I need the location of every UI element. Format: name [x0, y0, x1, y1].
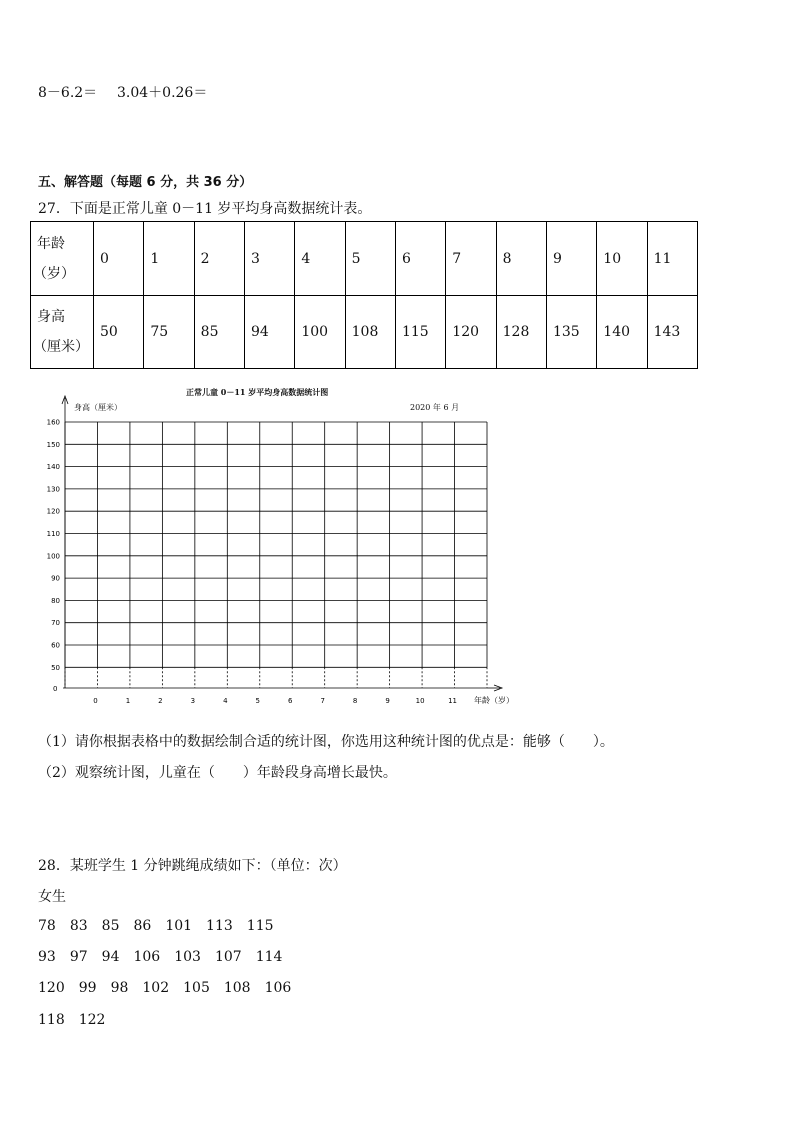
score-value: 118 [38, 1012, 65, 1028]
height-cell: 120 [446, 296, 496, 369]
x-tick-label: 2 [158, 697, 163, 705]
x-tick-label: 0 [93, 697, 98, 705]
score-value: 108 [223, 980, 251, 996]
q28-stem: 28．某班学生 1 分钟跳绳成绩如下：（单位：次） [38, 858, 347, 874]
y-tick-label: 110 [46, 530, 60, 538]
x-tick-label: 9 [385, 697, 390, 705]
q28-group-label: 女生 [38, 889, 66, 905]
age-header-line1: 年龄 [37, 235, 65, 252]
height-cell: 50 [94, 296, 144, 369]
age-cell: 8 [496, 222, 546, 296]
x-tick-label: 11 [448, 697, 457, 705]
q27-stem: 27．下面是正常儿童 0－11 岁平均身高数据统计表。 [38, 201, 372, 217]
score-value: 115 [246, 918, 274, 934]
age-cell: 0 [94, 222, 144, 296]
height-cell: 100 [295, 296, 345, 369]
height-cell: 140 [597, 296, 647, 369]
calc-expression-1: 8－6.2＝ [38, 85, 98, 101]
score-value: 78 [38, 918, 56, 934]
q28-score-row [38, 918, 288, 934]
score-value: 86 [133, 918, 152, 934]
x-tick-labels [93, 697, 457, 705]
score-value: 83 [69, 918, 88, 934]
age-cell: 11 [647, 222, 697, 296]
score-value: 93 [38, 949, 56, 965]
height-cell: 135 [546, 296, 596, 369]
x-tick-label: 4 [223, 697, 228, 705]
y-tick-label: 120 [46, 507, 60, 516]
score-value: 102 [142, 980, 170, 996]
y-tick-label: 50 [51, 663, 60, 672]
x-tick-label: 10 [415, 697, 425, 705]
x-tick-label: 8 [352, 697, 358, 705]
score-value: 107 [214, 949, 242, 965]
score-value: 105 [183, 980, 210, 996]
score-value: 101 [165, 918, 193, 934]
x-tick-label: 1 [125, 697, 131, 705]
section-title: 五、解答题（每题 6 分，共 36 分） [38, 175, 253, 190]
score-value: 103 [174, 949, 201, 965]
y-tick-label: 100 [46, 552, 60, 561]
score-value: 94 [101, 949, 120, 965]
height-cell: 143 [647, 296, 697, 369]
q28-score-row [38, 1012, 119, 1028]
height-header-line1: 身高 [37, 309, 65, 325]
y-tick-labels [47, 419, 60, 672]
score-value: 114 [255, 949, 283, 965]
origin-label: 0 [53, 685, 58, 693]
q27-sub2: （2）观察统计图，儿童在（ ）年龄段身高增长最快。 [38, 765, 397, 781]
y-tick-label: 80 [51, 596, 60, 605]
score-value: 85 [101, 918, 120, 934]
height-cell: 128 [496, 296, 546, 369]
score-value: 106 [133, 949, 161, 965]
age-cell: 6 [395, 222, 445, 296]
score-value: 113 [206, 918, 233, 934]
y-tick-label: 70 [51, 619, 60, 628]
score-value: 99 [78, 980, 97, 996]
chart-date: 2020 年 6 月 [410, 403, 460, 412]
x-tick-label: 6 [287, 697, 293, 705]
x-tick-label: 3 [190, 697, 196, 705]
x-tick-label: 5 [255, 697, 261, 705]
x-axis-label: 年龄（岁） [474, 696, 514, 705]
height-cell: 85 [194, 296, 244, 369]
age-cell: 7 [446, 222, 496, 296]
age-cell: 10 [597, 222, 647, 296]
height-cell: 75 [144, 296, 194, 369]
age-cell: 2 [194, 222, 244, 296]
height-cell: 108 [345, 296, 395, 369]
y-axis-label: 身高（厘米） [74, 403, 122, 412]
score-value: 97 [69, 949, 88, 965]
score-value: 106 [264, 980, 292, 996]
height-header-line2: （厘米） [33, 339, 89, 355]
height-cell: 94 [244, 296, 294, 369]
age-cell: 3 [244, 222, 294, 296]
x-tick-label: 7 [320, 697, 325, 705]
calc-expression-2: 3.04＋0.26＝ [117, 85, 208, 101]
y-tick-label: 90 [51, 574, 60, 583]
q28-score-row [38, 980, 305, 996]
score-value: 98 [110, 980, 129, 996]
q27-sub1: （1）请你根据表格中的数据绘制合适的统计图，你选用这种统计图的优点是：能够（ ）。 [38, 734, 614, 750]
score-value: 122 [78, 1012, 106, 1028]
y-tick-label: 130 [46, 485, 60, 494]
age-header-line2: （岁） [33, 265, 75, 282]
q28-score-row [38, 949, 296, 965]
chart-title: 正常儿童 0－11 岁平均身高数据统计图 [186, 387, 329, 397]
y-tick-label: 140 [46, 463, 60, 472]
age-cell: 5 [345, 222, 395, 296]
age-cell: 4 [295, 222, 345, 296]
age-cell: 1 [144, 222, 194, 296]
grid-layer [62, 396, 502, 691]
score-value: 120 [38, 980, 65, 996]
age-cell: 9 [546, 222, 596, 296]
y-tick-label: 160 [46, 418, 60, 427]
height-cell: 115 [395, 296, 445, 369]
y-tick-label: 150 [46, 440, 60, 449]
y-tick-label: 60 [51, 641, 60, 650]
